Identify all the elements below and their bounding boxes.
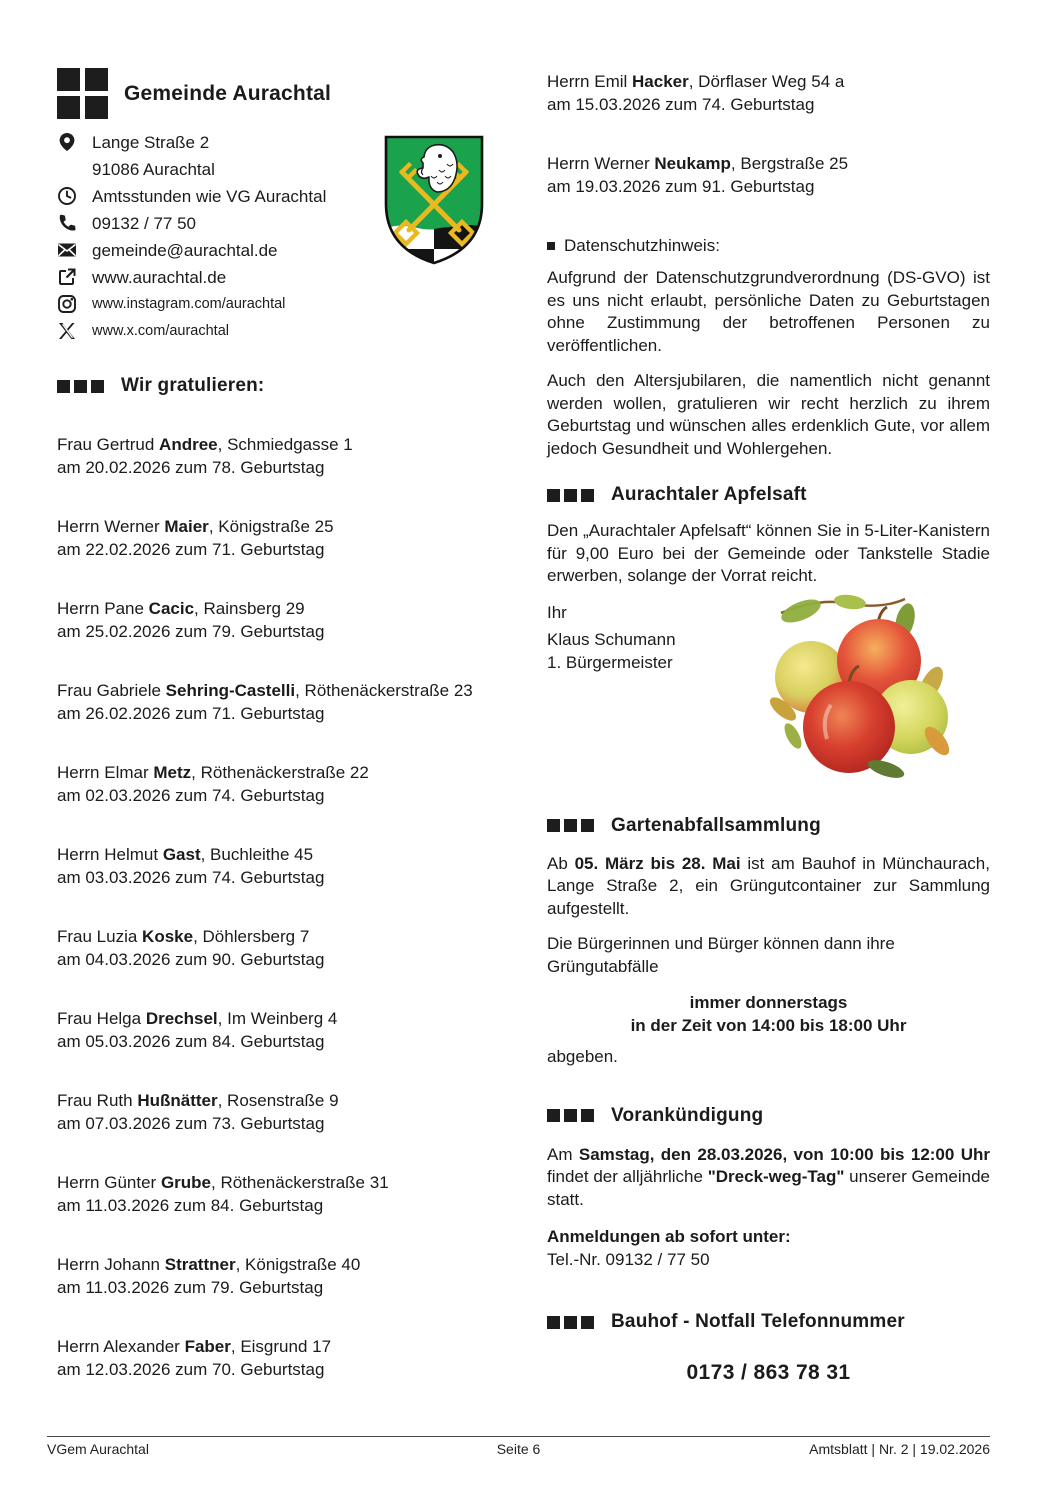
section-heading-vorankuendigung: Vorankündigung — [547, 1105, 990, 1127]
birthday-entry — [57, 843, 512, 889]
entry-line-1: Herrn Emil Hacker, Dörflaser Weg 54 a — [547, 72, 845, 91]
entry-name: Maier — [164, 517, 209, 536]
page-title: Gemeinde Aurachtal — [124, 81, 332, 105]
birthday-entry — [57, 433, 512, 479]
x-row: www.x.com/aurachtal — [57, 318, 512, 345]
right-column — [547, 70, 990, 1385]
page-footer — [47, 1436, 990, 1457]
entry-name: Neukamp — [654, 154, 731, 173]
section-heading-gartenabfall: Gartenabfallsammlung — [547, 815, 990, 837]
email-row: gemeinde@aurachtal.de — [57, 237, 512, 264]
registration-label: Anmeldungen ab sofort unter: — [547, 1227, 791, 1246]
footer-right: Amtsblatt | Nr. 2 | 19.02.2026 — [809, 1441, 990, 1457]
phone-icon — [57, 210, 83, 233]
entry-name: Sehring-Castelli — [165, 681, 296, 700]
section-heading-apfelsaft: Aurachtaler Apfelsaft — [547, 484, 990, 506]
entry-line-2: am 25.02.2026 zum 79. Geburtstag — [57, 622, 325, 641]
entry-name: Hußnätter — [137, 1091, 218, 1110]
clock-icon — [57, 183, 83, 206]
phone-row: 09132 / 77 50 — [57, 210, 512, 237]
birthday-entry — [547, 70, 990, 116]
entry-line-2: am 05.03.2026 zum 84. Geburtstag — [57, 1032, 325, 1051]
birthday-entry — [57, 1171, 512, 1217]
apples-illustration — [753, 589, 958, 784]
four-squares-logo-icon — [57, 68, 108, 119]
municipality-header — [57, 68, 512, 119]
birthday-entry — [57, 761, 512, 807]
birthday-entry — [57, 515, 512, 561]
entry-line-1: Herrn Johann Strattner, Königstraße 40 — [57, 1255, 361, 1274]
entry-line-2: am 11.03.2026 zum 84. Geburtstag — [57, 1196, 324, 1215]
privacy-paragraph-1: Aufgrund der Datenschutzgrundverordnung (DS-GVO) ist es uns nicht erlaubt, persönliche Daten zu Geburtstagen ohne Zustimmung der betroffenen Personen zu veröffentlichen. — [547, 268, 990, 355]
entry-name: Grube — [160, 1173, 211, 1192]
collection-day: immer donnerstags — [689, 993, 848, 1012]
registration-phone: Tel.-Nr. 09132 / 77 50 — [547, 1250, 710, 1269]
three-squares-icon — [547, 489, 598, 502]
footer-page-number: Seite 6 — [496, 1441, 541, 1457]
email-icon — [57, 237, 83, 260]
birthday-entry — [57, 1253, 512, 1299]
birthday-entry — [57, 1007, 512, 1053]
section-heading-gratulieren: Wir gratulieren: — [57, 375, 512, 397]
privacy-paragraph-2: Auch den Altersjubilaren, die namentlich nicht genannt werden wollen, gratulieren wir recht herzlich zu ihrem Geburtstag und wünschen alles erdenklich Gute, vor allem jedoch Gesundheit und Wohlergehen. — [547, 371, 990, 458]
entry-line-2: am 04.03.2026 zum 90. Geburtstag — [57, 950, 325, 969]
left-column — [57, 68, 512, 1417]
birthday-list-left — [57, 433, 512, 1381]
hours-row: Amtsstunden wie VG Aurachtal — [57, 183, 512, 210]
entry-name: Strattner — [164, 1255, 236, 1274]
entry-line-2: am 26.02.2026 zum 71. Geburtstag — [57, 704, 325, 723]
emergency-phone-number: 0173 / 863 78 31 — [686, 1361, 851, 1384]
square-bullet-icon — [547, 242, 555, 250]
signature-block — [547, 601, 990, 793]
entry-line-1: Frau Luzia Koske, Döhlersberg 7 — [57, 927, 310, 946]
entry-line-1: Herrn Alexander Faber, Eisgrund 17 — [57, 1337, 332, 1356]
signature-intro: Ihr — [547, 602, 567, 622]
entry-line-2: am 19.03.2026 zum 91. Geburtstag — [547, 177, 815, 196]
entry-name: Andree — [159, 435, 218, 454]
entry-line-1: Herrn Helmut Gast, Buchleithe 45 — [57, 845, 314, 864]
birthday-entry — [57, 1089, 512, 1135]
section-heading-bauhof: Bauhof - Notfall Telefonnummer — [547, 1311, 990, 1333]
three-squares-icon — [547, 1316, 598, 1329]
instagram-icon — [57, 291, 83, 314]
entry-line-1: Frau Gertrud Andree, Schmiedgasse 1 — [57, 435, 353, 454]
privacy-note-label: Datenschutzhinweis: — [547, 234, 990, 257]
gartenabfall-paragraph-1: Ab 05. März bis 28. Mai ist am Bauhof in Münchaurach, Lange Straße 2, ein Grüngutcontainer zur Sammlung aufgestellt. — [547, 853, 990, 918]
entry-line-2: am 02.03.2026 zum 74. Geburtstag — [57, 786, 325, 805]
entry-name: Cacic — [148, 599, 195, 618]
vorankuendigung-paragraph: Am Samstag, den 28.03.2026, von 10:00 bis 12:00 Uhr findet der alljährliche "Dreck-weg-Tag" unserer Gemeinde statt. — [547, 1144, 990, 1209]
signature-title: 1. Bürgermeister — [547, 652, 673, 672]
birthday-entry — [547, 152, 990, 198]
entry-line-2: am 12.03.2026 zum 70. Geburtstag — [57, 1360, 325, 1379]
aurachtal-coat-of-arms — [379, 131, 489, 274]
entry-line-1: Frau Gabriele Sehring-Castelli, Röthenäckerstraße 23 — [57, 681, 473, 700]
entry-line-2: am 15.03.2026 zum 74. Geburtstag — [547, 95, 815, 114]
x-logo-icon — [57, 318, 83, 341]
website-row: www.aurachtal.de — [57, 264, 512, 291]
entry-line-1: Frau Helga Drechsel, Im Weinberg 4 — [57, 1009, 338, 1028]
entry-line-1: Herrn Elmar Metz, Röthenäckerstraße 22 — [57, 763, 369, 782]
entry-name: Hacker — [632, 72, 689, 91]
instagram-row: www.instagram.com/aurachtal — [57, 291, 512, 318]
signature-name: Klaus Schumann — [547, 629, 676, 649]
three-squares-icon — [547, 1109, 598, 1122]
entry-line-2: am 11.03.2026 zum 79. Geburtstag — [57, 1278, 324, 1297]
entry-name: Drechsel — [145, 1009, 218, 1028]
entry-line-1: Herrn Werner Maier, Königstraße 25 — [57, 517, 334, 536]
birthday-list-right — [547, 70, 990, 198]
entry-name: Gast — [162, 845, 201, 864]
apfelsaft-paragraph: Den „Aurachtaler Apfelsaft“ können Sie in 5-Liter-Kanistern für 9,00 Euro bei der Gemeinde oder Tankstelle Stadie erwerben, solange der Vorrat reicht. — [547, 521, 990, 585]
entry-name: Faber — [184, 1337, 231, 1356]
entry-line-2: am 22.02.2026 zum 71. Geburtstag — [57, 540, 325, 559]
external-link-icon — [57, 264, 83, 287]
birthday-entry — [57, 925, 512, 971]
collection-time: in der Zeit von 14:00 bis 18:00 Uhr — [630, 1016, 907, 1035]
three-squares-icon — [57, 380, 108, 393]
birthday-entry — [57, 1335, 512, 1381]
footer-left: VGem Aurachtal — [47, 1441, 149, 1457]
entry-name: Metz — [153, 763, 192, 782]
entry-name: Koske — [142, 927, 194, 946]
entry-line-2: am 07.03.2026 zum 73. Geburtstag — [57, 1114, 325, 1133]
entry-line-1: Herrn Werner Neukamp, Bergstraße 25 — [547, 154, 849, 173]
location-pin-icon — [57, 129, 83, 152]
entry-line-1: Herrn Pane Cacic, Rainsberg 29 — [57, 599, 305, 618]
birthday-entry — [57, 679, 512, 725]
three-squares-icon — [547, 819, 598, 832]
gartenabfall-paragraph-2: Die Bürgerinnen und Bürger können dann ihre Grüngutabfälle — [547, 934, 895, 976]
entry-line-1: Frau Ruth Hußnätter, Rosenstraße 9 — [57, 1091, 339, 1110]
entry-line-2: am 20.02.2026 zum 78. Geburtstag — [57, 458, 325, 477]
address-text: Lange Straße 2 91086 Aurachtal — [92, 133, 215, 179]
contact-block — [57, 129, 512, 345]
entry-line-1: Herrn Günter Grube, Röthenäckerstraße 31 — [57, 1173, 389, 1192]
gartenabfall-paragraph-3: abgeben. — [547, 1047, 618, 1066]
birthday-entry — [57, 597, 512, 643]
entry-line-2: am 03.03.2026 zum 74. Geburtstag — [57, 868, 325, 887]
